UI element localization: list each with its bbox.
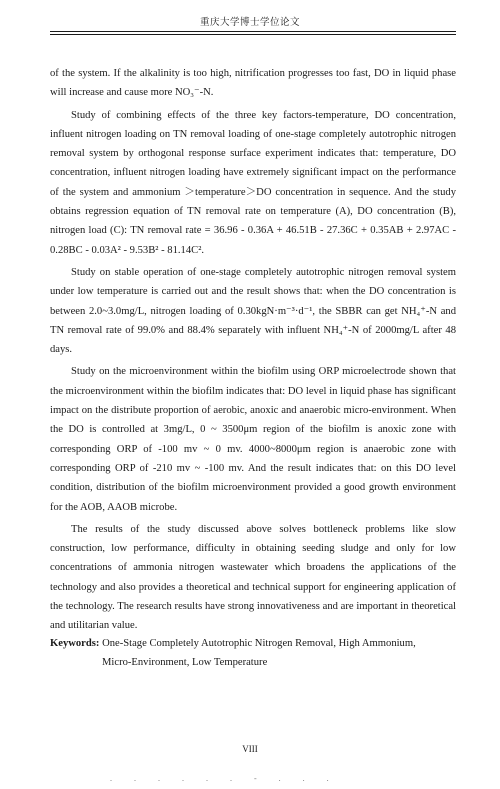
header-rule-thin	[50, 34, 456, 35]
keywords-line-1	[50, 634, 456, 653]
running-header: 重庆大学博士学位论文	[199, 18, 300, 28]
page-number: VIII	[242, 744, 258, 754]
paragraph-conclusion: The results of the study discussed above solves bottleneck problems like slow construction, low performance, difficulty in obtaining seeding sludge and only for low concentrations of ammonia nitrogen wastewater which broadens the applications of the technology and also provides a theoretical and technical support for engineering application of the technology. The research results have strong innovativeness and are important in theoretical and utilitarian value.	[50, 523, 456, 632]
scan-artifacts: . . . . . . - . . .	[110, 774, 339, 783]
keywords-list-2: Micro-Environment, Low Temperature	[102, 657, 268, 669]
keywords-label: Keywords:	[50, 638, 100, 649]
paragraph-low-temperature: Study on stable operation of one-stage completely autotrophic nitrogen removal system under low temperature is carried out and the result shows that: when the DO concentration is between 2.0~3.0mg/L, nitrogen loading of 0.30kgN·m⁻³·d⁻¹, the SBBR can get NH₄⁺-N and TN removal rate of 99.0% and 88.4% separately with influent NH₄⁺-N of 2000mg/L after 48 days.	[50, 266, 456, 356]
paragraph-microenvironment: Study on the microenvironment within the biofilm using ORP microelectrode shown that the microenvironment within the biofilm indicates that: DO level in liquid phase has significant impact on the distribute proportion of aerobic, anoxic and anaerobic micro-environment. When the DO is controlled at 3mg/L, 0 ~ 3500μm region of the biofilm is anoxic zone with corresponding ORP of -100 mv ~ 0 mv. 4000~8000μm region is anaerobic zone with corresponding ORP of -210 mv ~ -100 mv. And the result indicates that: on this DO level condition, distribution of the biofilm microenvironment provided a good growth environment for the AOB, AAOB microbe.	[50, 366, 456, 513]
abstract-body	[50, 64, 456, 648]
keywords-block	[50, 634, 456, 673]
paragraph-orthogonal-experiment: Study of combining effects of the three key factors-temperature, DO concentration, influent nitrogen loading on TN removal loading of one-stage completely autotrophic nitrogen removal system by orthogonal response surface experiment indicates that: temperature, DO concentration, influent nitrogen loading have extremely significant impact on the performance of the system and ammonium ＞temperature＞DO concentration in sequence. And the study obtains regression equation of TN removal rate on temperature (A), DO concentration (B), nitrogen load (C): TN removal rate = 36.96 - 0.36A + 46.51B - 27.36C + 0.35AB + 2.97AC - 0.28BC - 0.03A² - 9.53B² - 81.14C².	[50, 109, 456, 256]
header-rule-thick	[50, 31, 456, 32]
keywords-list-1: One-Stage Completely Autotrophic Nitrogen Removal, High Ammonium,	[102, 638, 416, 649]
paragraph-continuation: of the system. If the alkalinity is too high, nitrification progresses too fast, DO in liquid phase will increase and cause more NO₃⁻-N.	[50, 68, 456, 99]
